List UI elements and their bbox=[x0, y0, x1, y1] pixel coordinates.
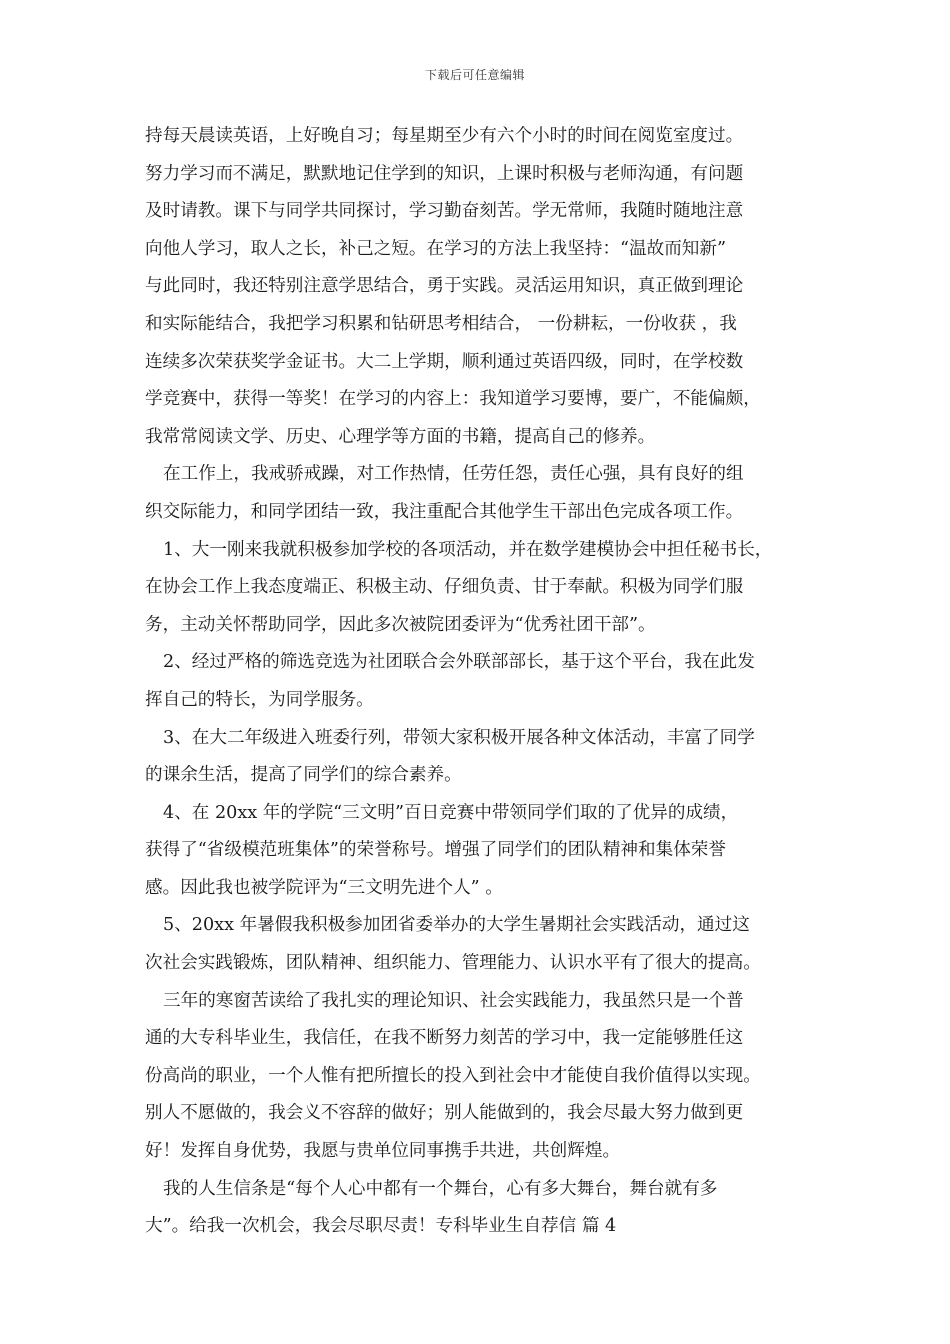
text-line: 4、在 20xx 年的学院“三文明”百日竞赛中带领同学们取的了优异的成绩， bbox=[163, 802, 739, 823]
text-line: 通的大专科毕业生，我信任，在我不断努力刻苦的学习中，我一定能够胜任这 bbox=[145, 1028, 744, 1049]
text-line: 3、在大二年级进入班委行列，带领大家积极开展各种文体活动，丰富了同学 bbox=[163, 727, 755, 748]
text-line: 次社会实践锻炼，团队精神、组织能力、管理能力、认识水平有了很大的提高。 bbox=[145, 953, 761, 974]
text-line: 挥自己的特长，为同学服务。 bbox=[145, 689, 374, 710]
text-line: 我的人生信条是“每个人心中都有一个舞台，心有多大舞台，舞台就有多 bbox=[163, 1178, 718, 1199]
text-line: 别人不愿做的，我会义不容辞的做好；别人能做到的，我会尽最大努力做到更 bbox=[145, 1103, 744, 1124]
document-body bbox=[145, 118, 817, 1246]
text-line: 和实际能结合，我把学习积累和钻研思考相结合， 一份耕耘，一份收获 ，我 bbox=[145, 313, 737, 334]
text-line: 努力学习而不满足，默默地记住学到的知识，上课时积极与老师沟通，有问题 bbox=[145, 163, 744, 184]
text-line: 我常常阅读文学、历史、心理学等方面的书籍，提高自己的修养。 bbox=[145, 426, 656, 447]
text-line: 在协会工作上我态度端正、积极主动、仔细负责、甘于奉献。积极为同学们服 bbox=[145, 577, 744, 598]
text-line: 务，主动关怀帮助同学，因此多次被院团委评为“优秀社团干部”。 bbox=[145, 614, 656, 635]
text-line: 学竞赛中，获得一等奖！在学习的内容上：我知道学习要博，要广，不能偏颇， bbox=[145, 389, 761, 410]
text-line: 及时请教。课下与同学共同探讨，学习勤奋刻苦。学无常师，我随时随地注意 bbox=[145, 201, 744, 222]
text-line: 2、经过严格的筛选竞选为社团联合会外联部部长，基于这个平台，我在此发 bbox=[163, 652, 755, 673]
text-line: 织交际能力，和同学团结一致，我注重配合其他学生干部出色完成各项工作。 bbox=[145, 501, 744, 522]
text-line: 连续多次荣获奖学金证书。大二上学期，顺利通过英语四级，同时，在学校数 bbox=[145, 351, 744, 372]
text-line: 感。因此我也被学院评为“三文明先进个人” 。 bbox=[145, 877, 503, 898]
text-line: 三年的寒窗苦读给了我扎实的理论知识、社会实践能力，我虽然只是一个普 bbox=[163, 990, 744, 1011]
text-line: 大”。给我一次机会，我会尽职尽责！专科毕业生自荐信 篇 4 bbox=[145, 1216, 617, 1237]
text-line: 份高尚的职业，一个人惟有把所擅长的投入到社会中才能使自我价值得以实现。 bbox=[145, 1065, 761, 1086]
text-line: 向他人学习，取人之长，补己之短。在学习的方法上我坚持：“温故而知新” bbox=[145, 238, 726, 259]
text-line: 的课余生活，提高了同学们的综合素养。 bbox=[145, 765, 462, 786]
text-line: 持每天晨读英语，上好晚自习；每星期至少有六个小时的时间在阅览室度过。 bbox=[145, 126, 744, 146]
text-line: 与此同时，我还特别注意学思结合，勇于实践。灵活运用知识，真正做到理论 bbox=[145, 276, 744, 297]
text-line: 1、大一刚来我就积极参加学校的各项活动，并在数学建模协会中担任秘书长， bbox=[163, 539, 773, 560]
text-line: 获得了“省级模范班集体”的荣誉称号。增强了同学们的团队精神和集体荣誉 bbox=[145, 840, 726, 861]
text-line: 在工作上，我戒骄戒躁，对工作热情，任劳任怨，责任心强，具有良好的组 bbox=[163, 464, 744, 485]
text-line: 好！发挥自身优势，我愿与贵单位同事携手共进，共创辉煌。 bbox=[145, 1141, 621, 1162]
page-header: 下载后可任意编辑 bbox=[424, 68, 525, 82]
text-line: 5、20xx 年暑假我积极参加团省委举办的大学生暑期社会实践活动，通过这 bbox=[163, 915, 750, 936]
